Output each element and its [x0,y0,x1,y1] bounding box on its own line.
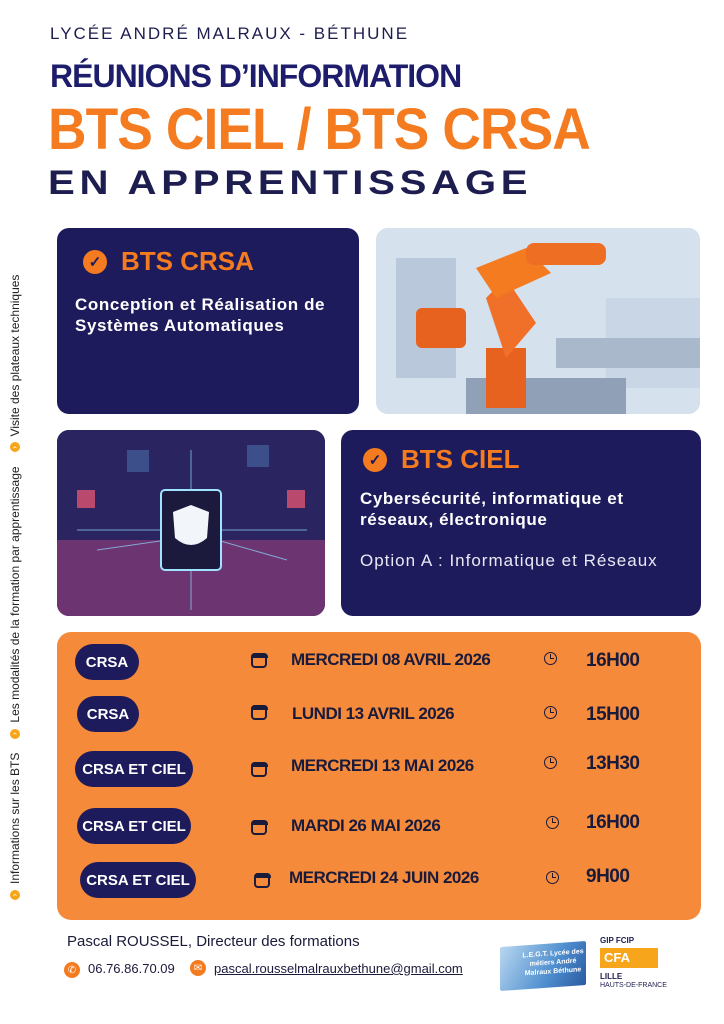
page-subtitle: EN APPRENTISSAGE [48,164,533,202]
ciel-title: BTS CIEL [401,444,520,474]
program-badge: CRSA ET CIEL [75,751,193,787]
session-date: MERCREDI 08 AVRIL 2026 [291,650,491,669]
side-info-list [8,260,22,900]
clock-icon [544,706,557,719]
crsa-title: BTS CRSA [121,246,254,276]
program-badge: CRSA [75,644,139,680]
session-date: MERCREDI 24 JUIN 2026 [289,868,479,887]
check-icon: ✓ [83,250,107,274]
calendar-icon [254,873,270,888]
reunions-heading: RÉUNIONS D’INFORMATION [50,58,462,94]
bullet-icon: › [10,729,20,739]
session-date: LUNDI 13 AVRIL 2026 [292,704,455,723]
ciel-description: Cybersécurité, informatique et réseaux, électronique [360,489,624,529]
session-time: 13H30 [586,753,640,774]
calendar-icon [251,653,267,668]
crsa-description: Conception et Réalisation de Systèmes Automatiques [75,295,326,335]
side-item-modalites: Les modalités de la formation par apprentissage [8,466,22,723]
calendar-icon [251,705,267,720]
session-time: 15H00 [586,704,640,725]
program-badge: CRSA ET CIEL [77,808,191,844]
clock-icon [546,816,559,829]
lycee-logo [500,941,586,991]
ciel-option: Option A : Informatique et Réseaux [360,551,658,570]
ciel-card [341,430,701,616]
side-item-bts: Informations sur les BTS [8,752,22,884]
calendar-icon [251,762,267,777]
lycee-logo-text: L.E.G.T. Lycée des métiers André Malraux Béthune [522,948,584,978]
bullet-icon: › [10,890,20,900]
side-item-visite: Visite des plateaux techniques [8,274,22,437]
session-time: 16H00 [586,812,640,833]
school-name: LYCÉE ANDRÉ MALRAUX - BÉTHUNE [50,24,410,43]
phone-icon: ✆ [64,962,80,978]
check-icon: ✓ [363,448,387,472]
gip-label: GIP FCIP [600,936,635,945]
program-badge: CRSA [77,696,139,732]
clock-icon [544,652,557,665]
robot-arm-photo [376,228,700,414]
crsa-card [57,228,359,414]
bullet-icon: › [10,442,20,452]
phone-number: 06.76.86.70.09 [88,961,175,976]
schedule-panel [57,632,701,920]
session-time: 9H00 [586,866,630,887]
email-link[interactable]: pascal.rousselmalrauxbethune@gmail.com [214,961,463,976]
cfa-lille: LILLE [600,972,623,981]
cfa-logo: CFA [600,948,658,968]
director-name: Pascal ROUSSEL, Directeur des formations [67,933,360,950]
session-date: MERCREDI 13 MAI 2026 [291,756,474,775]
session-time: 16H00 [586,650,640,671]
clock-icon [544,756,557,769]
program-badge: CRSA ET CIEL [80,862,196,898]
email-icon: ✉ [190,960,206,976]
clock-icon [546,871,559,884]
cfa-region: HAUTS-DE-FRANCE [600,982,667,989]
page-title: BTS CIEL / BTS CRSA [48,97,590,162]
session-date: MARDI 26 MAI 2026 [291,816,441,835]
calendar-icon [251,820,267,835]
cybersecurity-chip-photo [57,430,325,616]
